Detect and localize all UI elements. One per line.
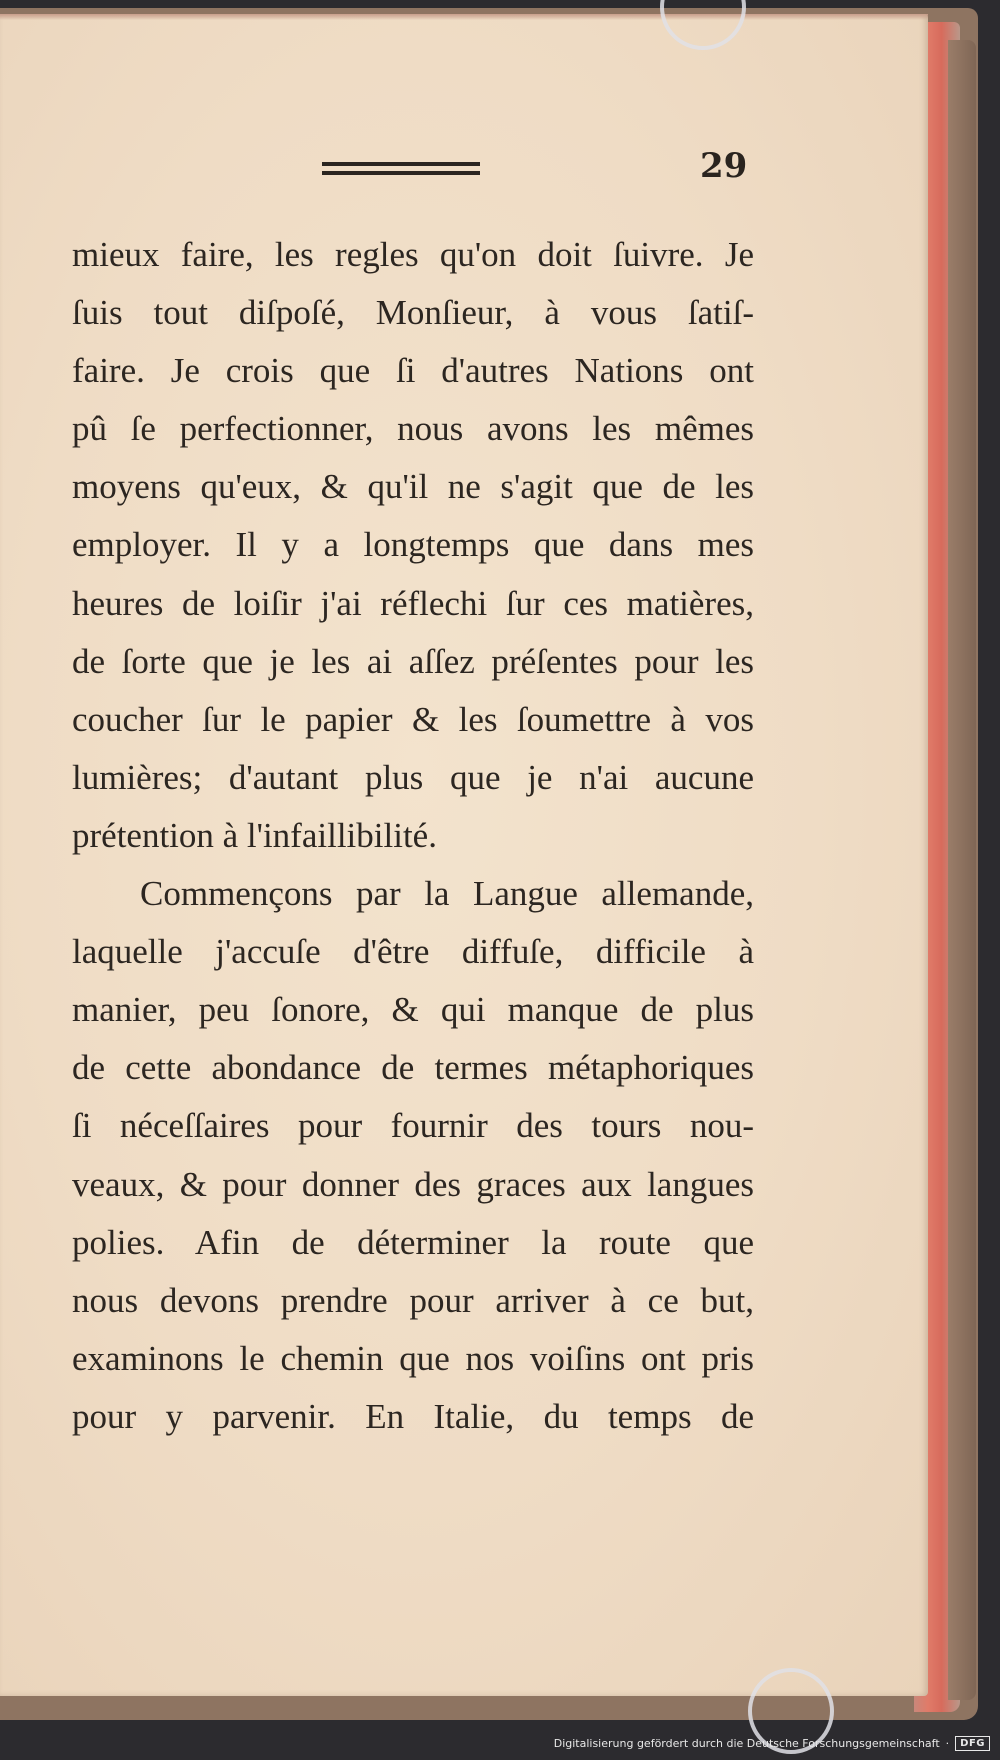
text-line: pour y parvenir. En Italie, du temps de bbox=[72, 1396, 754, 1436]
text-line: examinons le chemin que nos voiſins ont pris bbox=[72, 1338, 754, 1378]
credit-text: Digitalisierung gefördert durch die Deutsche Forschungsgemeinschaft bbox=[553, 1736, 940, 1750]
digitization-credit bbox=[554, 1732, 990, 1754]
paragraph-end-line: prétention à l'infaillibilité. bbox=[72, 815, 437, 855]
text-line: heures de loiſir j'ai réflechi ſur ces matières, bbox=[72, 583, 754, 623]
text-line: lumières; d'autant plus que je n'ai aucune bbox=[72, 757, 754, 797]
text-line: moyens qu'eux, & qu'il ne s'agit que de les bbox=[72, 467, 754, 507]
paragraph-start-line: Commençons par la Langue allemande, bbox=[140, 874, 754, 914]
text-line: faire. Je crois que ſi d'autres Nations ont bbox=[72, 351, 754, 391]
text-line: coucher ſur le papier & les ſoumettre à vos bbox=[72, 699, 754, 739]
text-line: ſi néceſſaires pour fournir des tours nou- bbox=[72, 1106, 754, 1146]
text-line: nous devons prendre pour arriver à ce but, bbox=[72, 1280, 754, 1320]
text-line: mieux faire, les regles qu'on doit ſuivre. Je bbox=[72, 235, 754, 274]
text-line: manier, peu ſonore, & qui manque de plus bbox=[72, 990, 754, 1030]
text-line: de ſorte que je les ai aſſez préſentes pour les bbox=[72, 641, 754, 681]
page-number: 29 bbox=[700, 146, 748, 186]
body-text bbox=[72, 226, 754, 1446]
text-line: employer. Il y a longtemps que dans mes bbox=[72, 525, 754, 565]
text-line: ſuis tout diſpoſé, Monſieur, à vous ſatiſ- bbox=[72, 293, 754, 333]
book-cover-edge bbox=[948, 40, 976, 1700]
page-top-edge bbox=[0, 14, 928, 20]
text-line: pû ſe perfectionner, nous avons les mêmes bbox=[72, 409, 754, 449]
credit-separator: · bbox=[945, 1736, 950, 1750]
text-line: de cette abondance de termes métaphoriques bbox=[72, 1048, 754, 1088]
header-ornament-rule bbox=[322, 162, 480, 176]
text-line: veaux, & pour donner des graces aux langues bbox=[72, 1164, 754, 1204]
dfg-logo: DFG bbox=[955, 1736, 990, 1751]
text-line: laquelle j'accuſe d'être diffuſe, difficile à bbox=[72, 932, 754, 972]
text-line: polies. Afin de déterminer la route que bbox=[72, 1222, 754, 1262]
